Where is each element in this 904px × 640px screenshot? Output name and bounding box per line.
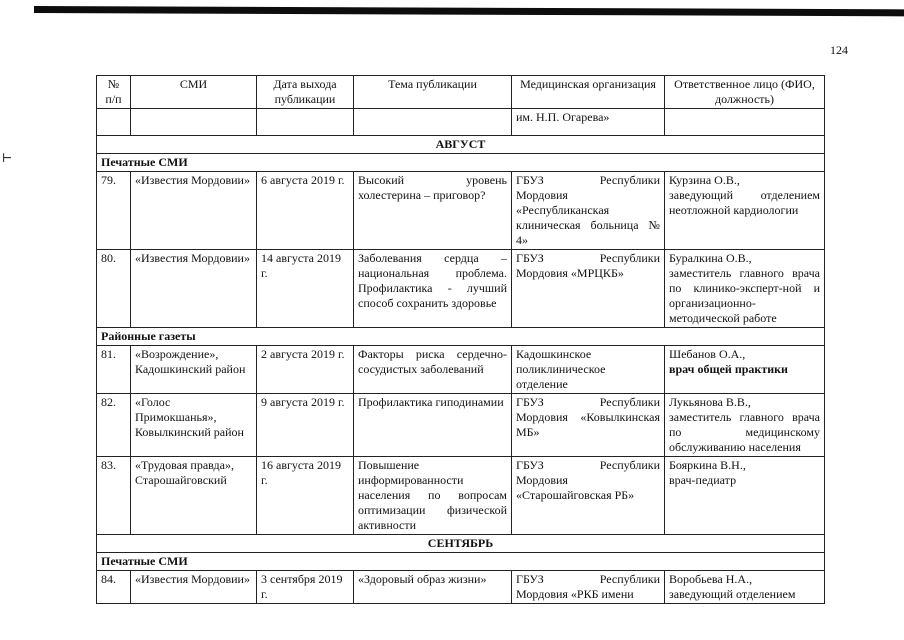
row-date: 9 августа 2019 г.: [257, 394, 354, 457]
month-august: АВГУСТ: [97, 136, 825, 154]
header-row: [97, 76, 825, 109]
col-media-header: СМИ: [131, 76, 257, 109]
carry-over-row: [97, 109, 825, 136]
col-org-header: Медицинская организация: [512, 76, 665, 109]
row-num: 82.: [97, 394, 131, 457]
row-media: «Известия Мордовии»: [131, 571, 257, 604]
carry-org: им. Н.П. Огарева»: [512, 109, 665, 136]
col-topic-header: Тема публикации: [354, 76, 512, 109]
row-num: 81.: [97, 346, 131, 394]
person-name: Лукьянова В.В.,: [669, 395, 751, 409]
row-date: 14 августа 2019 г.: [257, 250, 354, 328]
row-media: «Возрождение», Кадошкинский район: [131, 346, 257, 394]
row-topic: «Здоровый образ жизни»: [354, 571, 512, 604]
section-district-papers: Районные газеты: [97, 328, 825, 346]
row-num: 79.: [97, 172, 131, 250]
row-num: 84.: [97, 571, 131, 604]
row-topic: Факторы риска сердечно-сосудистых заболеваний: [354, 346, 512, 394]
col-date-header: Дата выхода публикации: [257, 76, 354, 109]
month-row-september: [97, 535, 825, 553]
row-person: [665, 394, 825, 457]
person-name: Курзина О.В.,: [669, 173, 740, 187]
row-person: [665, 250, 825, 328]
row-topic: Заболевания сердца – национальная проблема. Профилактика - лучший способ сохранить здоровье: [354, 250, 512, 328]
row-date: 6 августа 2019 г.: [257, 172, 354, 250]
row-date: 16 августа 2019 г.: [257, 457, 354, 535]
person-title: врач-педиатр: [669, 473, 737, 487]
section-row-print: [97, 154, 825, 172]
margin-mark: ⊢: [2, 151, 13, 165]
person-title: врач общей практики: [669, 362, 788, 376]
row-org: ГБУЗ Республики Мордовия «Старошайговская РБ»: [512, 457, 665, 535]
table-row: [97, 346, 825, 394]
publications-table: [96, 75, 825, 604]
table-row: [97, 394, 825, 457]
row-num: 83.: [97, 457, 131, 535]
row-org: ГБУЗ Республики Мордовия «РКБ имени: [512, 571, 665, 604]
section-print-media-2: Печатные СМИ: [97, 553, 825, 571]
row-media: «Голос Примокшанья», Ковылкинский район: [131, 394, 257, 457]
row-media: «Известия Мордовии»: [131, 172, 257, 250]
person-title: заведующий отделением: [669, 587, 796, 601]
person-title: заместитель главного врача по клинико-эксперт-ной и организационно-методической работе: [669, 266, 820, 325]
month-september: СЕНТЯБРЬ: [97, 535, 825, 553]
table-row: [97, 457, 825, 535]
col-person-header: Ответственное лицо (ФИО, должность): [665, 76, 825, 109]
table-row: [97, 250, 825, 328]
row-num: 80.: [97, 250, 131, 328]
row-org: Кадошкинское поликлиническое отделение: [512, 346, 665, 394]
row-topic: Высокий уровень холестерина – приговор?: [354, 172, 512, 250]
row-media: «Известия Мордовии»: [131, 250, 257, 328]
person-title: заместитель главного врача по медицинскому обслуживанию населения: [669, 410, 820, 454]
row-org: ГБУЗ Республики Мордовия «МРЦКБ»: [512, 250, 665, 328]
row-date: 2 августа 2019 г.: [257, 346, 354, 394]
row-person: [665, 571, 825, 604]
row-org: ГБУЗ Республики Мордовия «Республиканская клиническая больница № 4»: [512, 172, 665, 250]
section-print-media: Печатные СМИ: [97, 154, 825, 172]
row-topic: Профилактика гиподинамии: [354, 394, 512, 457]
top-scan-bar: [34, 6, 904, 16]
row-topic: Повышение информированности населения по вопросам оптимизации физической активности: [354, 457, 512, 535]
row-org: ГБУЗ Республики Мордовия «Ковылкинская МБ»: [512, 394, 665, 457]
person-name: Воробьева Н.А.,: [669, 572, 753, 586]
row-person: [665, 457, 825, 535]
col-num-header: № п/п: [97, 76, 131, 109]
row-person: [665, 346, 825, 394]
row-media: «Трудовая правда», Старошайговский: [131, 457, 257, 535]
page-number: 124: [830, 43, 848, 57]
month-row-august: [97, 136, 825, 154]
person-name: Бояркина В.Н.,: [669, 458, 746, 472]
row-date: 3 сентября 2019 г.: [257, 571, 354, 604]
row-person: [665, 172, 825, 250]
person-title: заведующий отделением неотложной кардиологии: [669, 188, 820, 217]
person-name: Буралкина О.В.,: [669, 251, 752, 265]
section-row-district: [97, 328, 825, 346]
table-row: [97, 571, 825, 604]
person-name: Шебанов О.А.,: [669, 347, 746, 361]
table-row: [97, 172, 825, 250]
section-row-print-2: [97, 553, 825, 571]
